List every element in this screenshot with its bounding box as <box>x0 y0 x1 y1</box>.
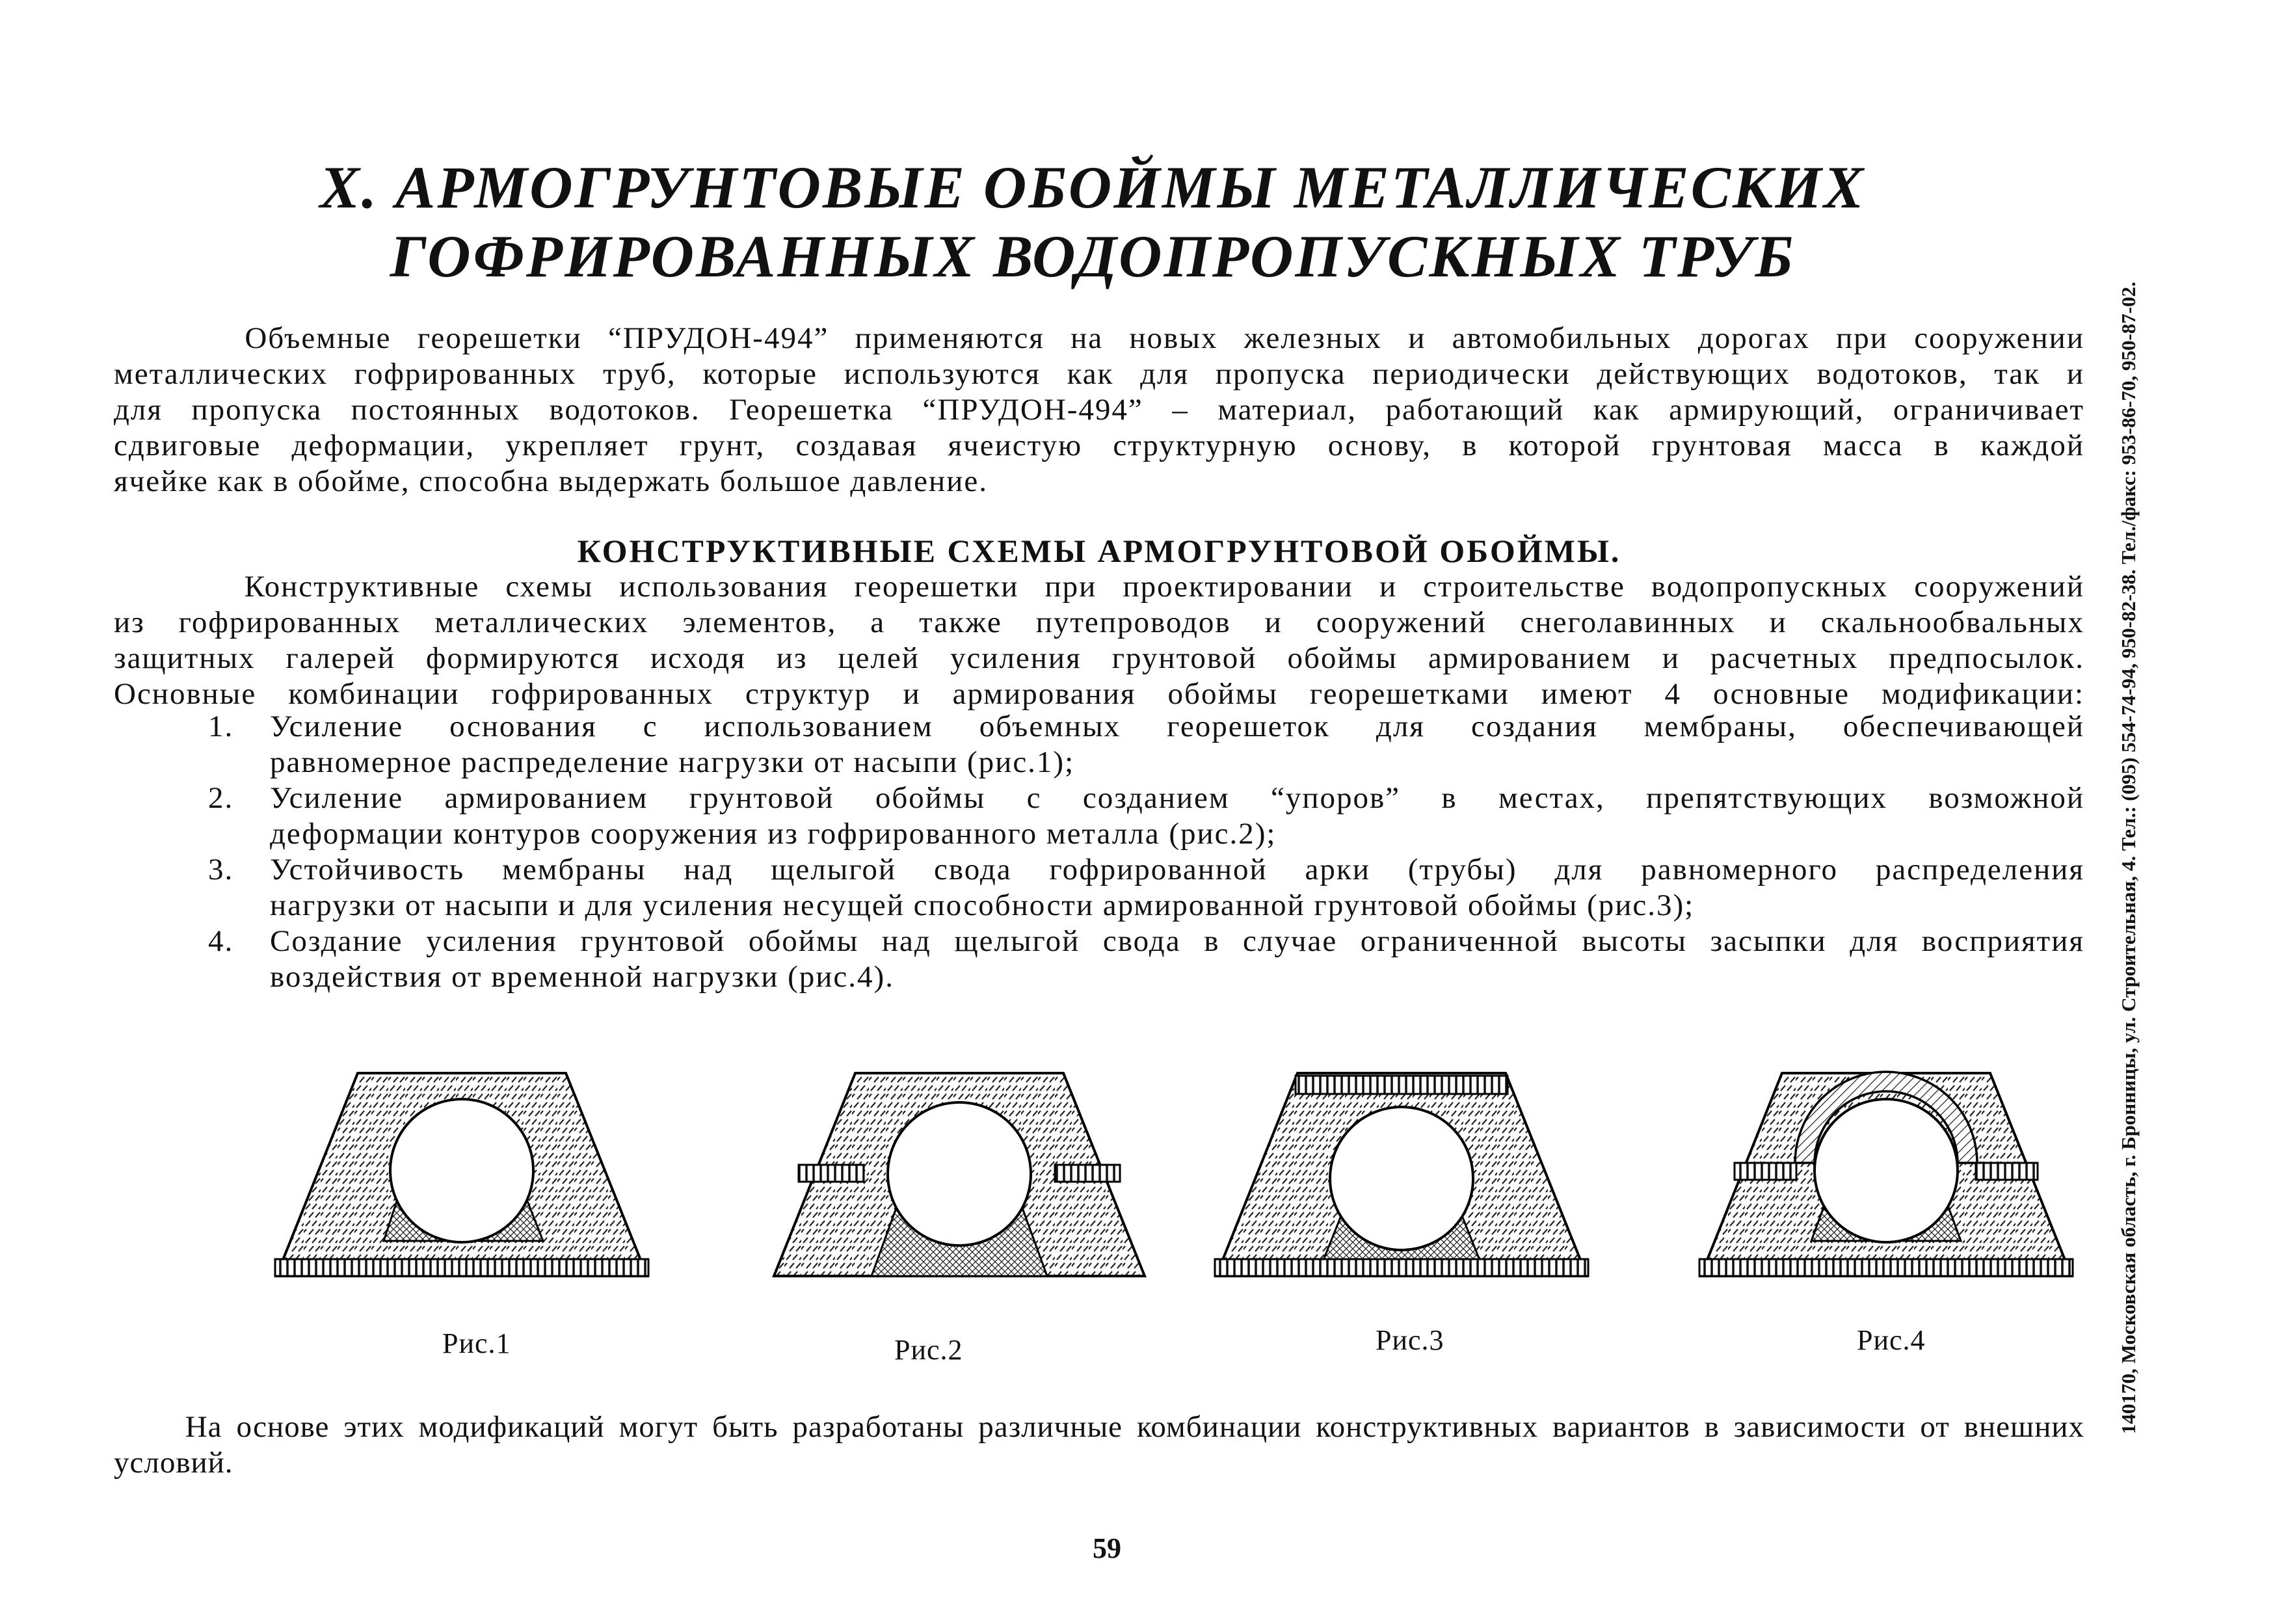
intro-line: ячейке как в обойме, способна выдержать большое давление. <box>114 464 988 498</box>
geogrid-base <box>275 1259 648 1276</box>
figure-4-caption: Рис.4 <box>1857 1324 1926 1356</box>
geogrid-base <box>1699 1259 2073 1276</box>
list-number: 2. <box>208 781 234 815</box>
figure-1-diagram <box>270 1067 654 1288</box>
section-line: из гофрированных металлических элементов, а также путепроводов и сооружений снеголавинных и скальнообвальных <box>114 606 2084 639</box>
closing-line: На основе этих модификаций могут быть разработаны различные комбинации конструктивных вариантов в зависимости от внешних <box>114 1410 2084 1444</box>
list-line: равномерное распределение нагрузки от насыпи (рис.1); <box>270 745 1075 779</box>
contact-sidebar: 140170, Московская область, г. Бронницы, ул. Строительная, 4. Тел.: (095) 554-74-94, 950-82-38. Тел./факс: 953-86-70, 950-87-02. <box>2117 282 2140 1434</box>
intro-line: Объемные георешетки “ПРУДОН-494” применяются на новых железных и автомобильных дорогах при сооружении <box>114 321 2084 355</box>
page-number: 59 <box>1093 1532 1121 1564</box>
list-item <box>195 709 2084 780</box>
geogrid-top <box>1296 1076 1508 1094</box>
list-line: Усиление основания с использованием объемных георешеток для создания мембраны, обеспечивающей <box>270 710 2084 743</box>
list-number: 3. <box>208 853 234 886</box>
list-number: 4. <box>208 924 234 958</box>
intro-paragraph <box>114 321 2084 499</box>
list-number: 1. <box>208 710 234 743</box>
geogrid-stop-left <box>1735 1163 1796 1180</box>
figure-1-caption: Рис.1 <box>442 1327 511 1359</box>
intro-line: металлических гофрированных труб, которые используются как для пропуска периодически действующих водотоков, так и <box>114 357 2084 391</box>
pipe <box>888 1102 1031 1245</box>
closing-paragraph <box>114 1409 2084 1481</box>
figure-2-diagram <box>767 1067 1151 1288</box>
list-line: Устойчивость мембраны над щелыгой свода гофрированной арки (трубы) для равномерного распределения <box>270 853 2084 886</box>
section-heading: КОНСТРУКТИВНЫЕ СХЕМЫ АРМОГРУНТОВОЙ ОБОЙМЫ. <box>577 533 1621 569</box>
closing-line: условий. <box>114 1446 233 1480</box>
title-line-1: X. АРМОГРУНТОВЫЕ ОБОЙМЫ МЕТАЛЛИЧЕСКИХ <box>319 154 1866 220</box>
section-line: защитных галерей формируются исходя из целей усиления грунтовой обоймы армированием и расчетных предпосылок. <box>114 641 2084 675</box>
list-line: Усиление армированием грунтовой обоймы с созданием “упоров” в местах, препятствующих возможной <box>270 781 2084 815</box>
list-item <box>195 924 2084 995</box>
geogrid-stop-right <box>1055 1165 1120 1182</box>
figure-3-diagram <box>1210 1067 1593 1288</box>
geogrid-base <box>1215 1259 1588 1276</box>
section-line: Основные комбинации гофрированных структур и армирования обоймы георешетками имеют 4 основные модификации: <box>114 677 2084 711</box>
intro-line: для пропуска постоянных водотоков. Георешетка “ПРУДОН-494” – материал, работающий как армирующий, ограничивает <box>114 393 2084 427</box>
section-line: Конструктивные схемы использования георешетки при проектировании и строительстве водопропускных сооружений <box>114 570 2084 604</box>
list-item <box>195 852 2084 924</box>
figure-3-caption: Рис.3 <box>1376 1324 1444 1356</box>
pipe <box>390 1099 533 1242</box>
geogrid-stop-right <box>1976 1163 2038 1180</box>
page-title <box>195 153 1990 291</box>
list-line: деформации контуров сооружения из гофрированного металла (рис.2); <box>270 817 1277 851</box>
section-paragraph <box>114 569 2084 712</box>
figure-2-caption: Рис.2 <box>894 1334 963 1366</box>
list-line: Создание усиления грунтовой обоймы над щелыгой свода в случае ограниченной высоты засыпки для восприятия <box>270 924 2084 958</box>
list-line: нагрузки от насыпи и для усиления несущей способности армированной грунтовой обоймы (рис.3); <box>270 888 1695 922</box>
figure-4-diagram <box>1694 1067 2078 1288</box>
pipe <box>1330 1107 1473 1250</box>
intro-line: сдвиговые деформации, укрепляет грунт, создавая ячеистую структурную основу, в которой грунтовая масса в каждой <box>114 429 2084 462</box>
geogrid-stop-left <box>799 1165 864 1182</box>
list-item <box>195 780 2084 852</box>
pipe <box>1815 1099 1958 1242</box>
modifications-list <box>195 709 2084 995</box>
title-line-2: ГОФРИРОВАННЫХ ВОДОПРОПУСКНЫХ ТРУБ <box>390 223 1796 289</box>
list-line: воздействия от временной нагрузки (рис.4). <box>270 960 894 994</box>
